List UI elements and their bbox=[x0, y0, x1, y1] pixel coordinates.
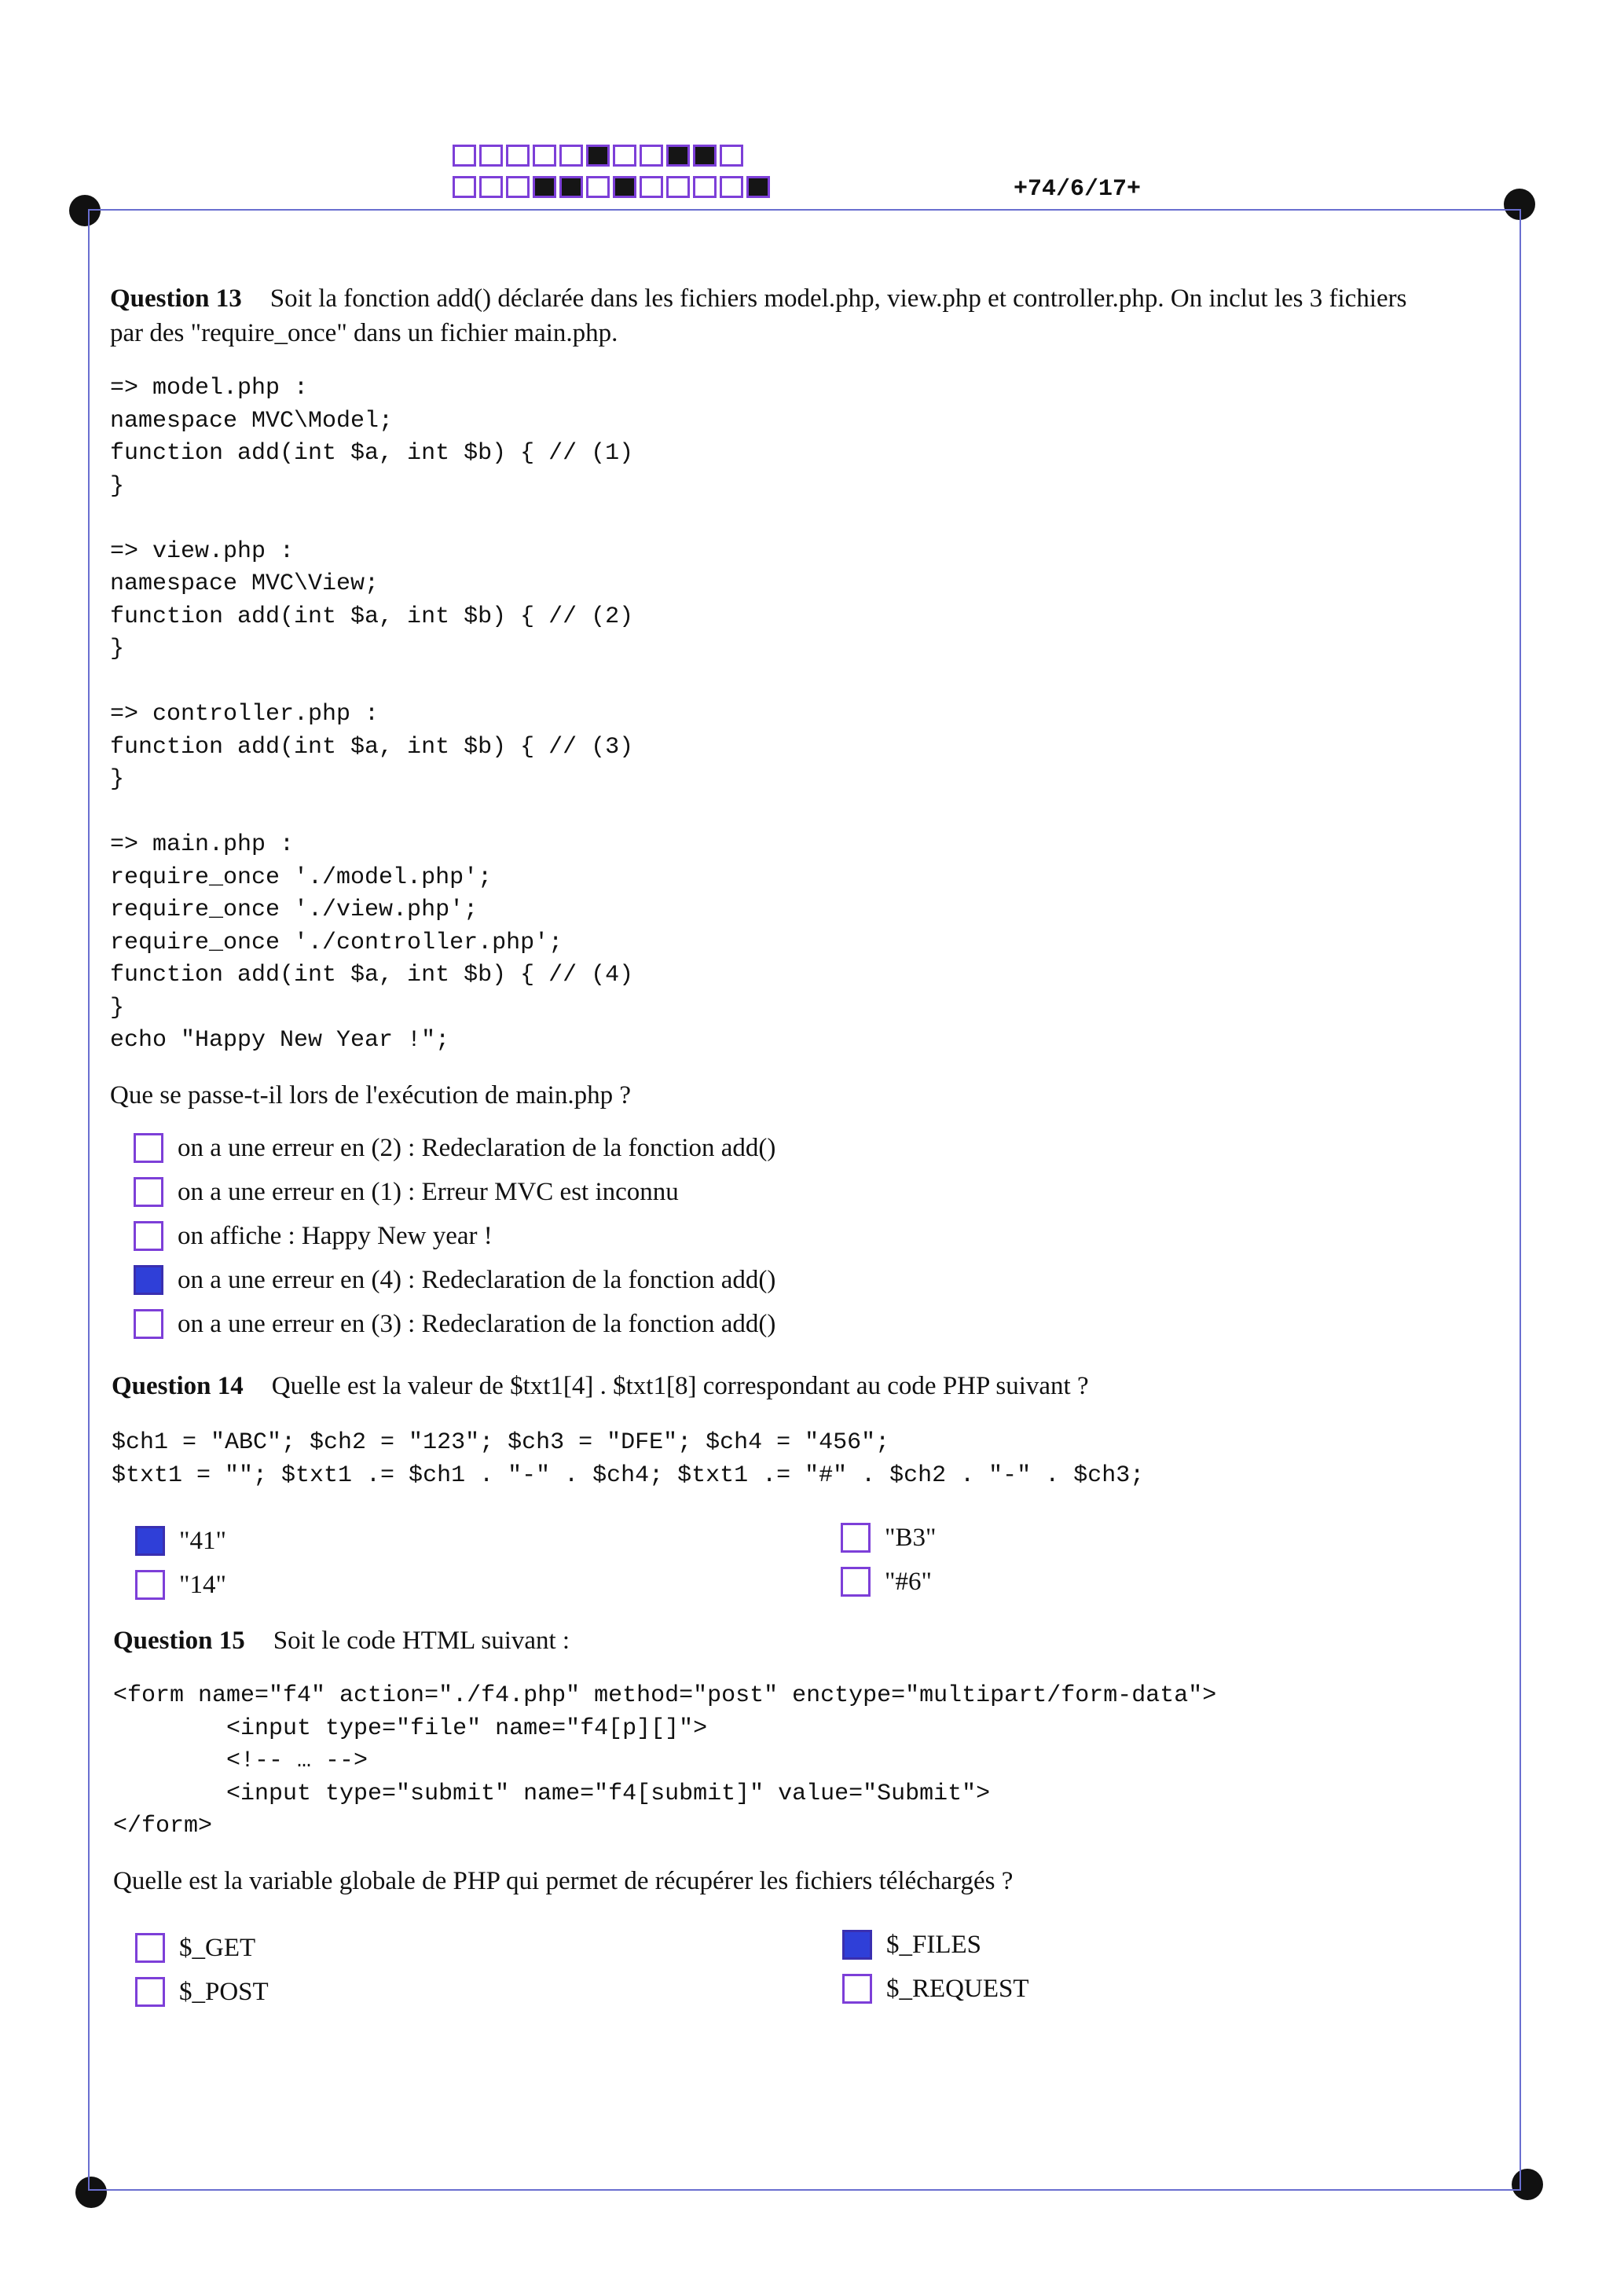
checkbox[interactable] bbox=[842, 1974, 872, 2004]
choice-label: $_FILES bbox=[886, 1930, 982, 1959]
q13-code-block: => model.php : namespace MVC\Model; function add(int $a, int $b) { // (1) } => view.php : namespace MVC\View; function add(int $a, int $b) { // (2) } => controller.php : function add(int $a, int $b) { // (3) } => main.php : require_once './model.php'; require_once './view.php'; require_once './controller.php'; function add(int $a, int $b) { // (4) } echo "Happy New Year !"; bbox=[110, 375, 634, 1054]
choice-label: on a une erreur en (1) : Erreur MVC est inconnu bbox=[178, 1177, 679, 1206]
id-box bbox=[453, 145, 476, 167]
q14-choice-4[interactable] bbox=[841, 1567, 932, 1597]
id-box bbox=[640, 145, 663, 167]
choice-label: on a une erreur en (2) : Redeclaration de la fonction add() bbox=[178, 1133, 776, 1162]
id-boxes-row-1 bbox=[453, 145, 746, 167]
id-box bbox=[720, 176, 743, 198]
id-box bbox=[533, 145, 556, 167]
q15-prompt: Quelle est la variable globale de PHP qui permet de récupérer les fichiers téléchargés ? bbox=[113, 1867, 1014, 1895]
id-box bbox=[666, 145, 690, 167]
id-box bbox=[559, 145, 583, 167]
sheet-code: +74/6/17+ bbox=[1014, 176, 1142, 203]
id-box bbox=[453, 176, 476, 198]
id-box bbox=[559, 176, 583, 198]
q14-choice-1[interactable] bbox=[135, 1526, 226, 1556]
checkbox[interactable] bbox=[841, 1523, 871, 1553]
q13-choice-3[interactable] bbox=[134, 1221, 493, 1251]
choice-label: "41" bbox=[179, 1526, 226, 1555]
q14-label: Question 14 bbox=[112, 1372, 244, 1400]
q13-choice-2[interactable] bbox=[134, 1177, 679, 1207]
q15-intro bbox=[113, 1623, 570, 1658]
q15-choice-2[interactable] bbox=[135, 1977, 269, 2007]
choice-label: "14" bbox=[179, 1570, 226, 1599]
q14-intro-text: Quelle est la valeur de $txt1[4] . $txt1[8] correspondant au code PHP suivant ? bbox=[271, 1372, 1089, 1400]
id-box bbox=[506, 145, 530, 167]
q13-intro-line1 bbox=[110, 281, 1406, 316]
id-box bbox=[613, 145, 636, 167]
q14-intro bbox=[112, 1369, 1089, 1403]
id-box bbox=[746, 176, 770, 198]
checkbox[interactable] bbox=[134, 1133, 163, 1163]
checkbox-checked[interactable] bbox=[842, 1930, 872, 1960]
q15-choice-3[interactable] bbox=[842, 1930, 981, 1960]
id-box bbox=[479, 145, 503, 167]
choice-label: on a une erreur en (4) : Redeclaration de la fonction add() bbox=[178, 1265, 776, 1294]
choice-label: on affiche : Happy New year ! bbox=[178, 1221, 493, 1250]
id-boxes-row-2 bbox=[453, 176, 773, 198]
q15-intro-text: Soit le code HTML suivant : bbox=[273, 1627, 570, 1655]
id-box bbox=[693, 145, 717, 167]
checkbox-checked[interactable] bbox=[135, 1526, 165, 1556]
q13-intro-line2: par des "require_once" dans un fichier main.php. bbox=[110, 319, 618, 347]
id-box bbox=[693, 176, 717, 198]
checkbox[interactable] bbox=[841, 1567, 871, 1597]
checkbox[interactable] bbox=[134, 1177, 163, 1207]
id-box bbox=[613, 176, 636, 198]
q14-choice-2[interactable] bbox=[135, 1570, 226, 1600]
q13-choice-4[interactable] bbox=[134, 1265, 775, 1295]
checkbox[interactable] bbox=[134, 1309, 163, 1339]
q13-label: Question 13 bbox=[110, 284, 242, 313]
checkbox[interactable] bbox=[135, 1570, 165, 1600]
choice-label: $_POST bbox=[179, 1977, 269, 2006]
choice-label: "B3" bbox=[885, 1523, 937, 1552]
q15-code-block: <form name="f4" action="./f4.php" method="post" enctype="multipart/form-data"> <input type="file" name="f4[p][]"> <!-- … --> <input type="submit" name="f4[submit]" value="Submit"> </form> bbox=[113, 1682, 1217, 1839]
q13-intro-text: Soit la fonction add() déclarée dans les fichiers model.php, view.php et controller.php. On inclut les 3 fichiers bbox=[269, 284, 1407, 313]
choice-label: $_REQUEST bbox=[886, 1974, 1029, 2003]
q15-choice-4[interactable] bbox=[842, 1974, 1029, 2004]
id-box bbox=[720, 145, 743, 167]
id-box bbox=[586, 145, 610, 167]
choice-label: $_GET bbox=[179, 1933, 256, 1962]
q15-label: Question 15 bbox=[113, 1627, 245, 1655]
id-box bbox=[506, 176, 530, 198]
q14-choice-3[interactable] bbox=[841, 1523, 936, 1553]
checkbox-checked[interactable] bbox=[134, 1265, 163, 1295]
choice-label: on a une erreur en (3) : Redeclaration de la fonction add() bbox=[178, 1309, 776, 1338]
q14-code-block: $ch1 = "ABC"; $ch2 = "123"; $ch3 = "DFE"; $ch4 = "456"; $txt1 = ""; $txt1 .= $ch1 . "-" . $ch4; $txt1 .= "#" . $ch2 . "-" . $ch3; bbox=[112, 1429, 1145, 1489]
id-box bbox=[666, 176, 690, 198]
q13-choice-5[interactable] bbox=[134, 1309, 775, 1339]
checkbox[interactable] bbox=[134, 1221, 163, 1251]
id-box bbox=[479, 176, 503, 198]
q13-choice-1[interactable] bbox=[134, 1133, 775, 1163]
q15-choice-1[interactable] bbox=[135, 1933, 255, 1963]
q13-prompt: Que se passe-t-il lors de l'exécution de main.php ? bbox=[110, 1081, 631, 1109]
choice-label: "#6" bbox=[885, 1567, 932, 1596]
checkbox[interactable] bbox=[135, 1933, 165, 1963]
id-box bbox=[640, 176, 663, 198]
checkbox[interactable] bbox=[135, 1977, 165, 2007]
id-box bbox=[586, 176, 610, 198]
id-box bbox=[533, 176, 556, 198]
